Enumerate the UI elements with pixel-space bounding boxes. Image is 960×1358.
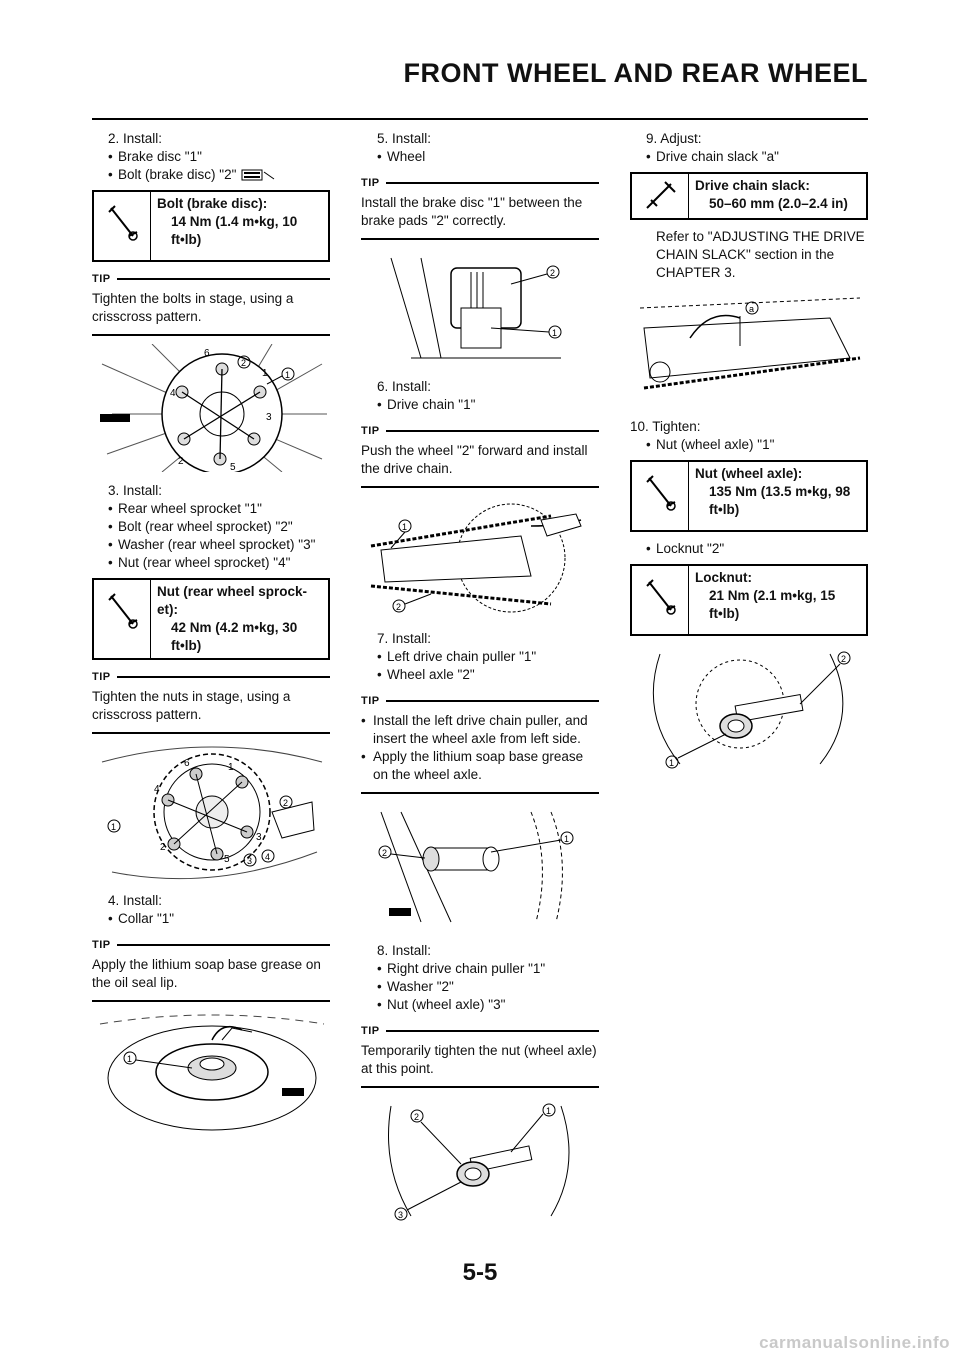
list-item: • Locknut "2" [630, 540, 868, 558]
tip-heading: TIP [361, 695, 380, 707]
locknut-figure [630, 644, 868, 774]
column-1 [92, 130, 330, 1150]
svg-text:1: 1 [111, 822, 117, 832]
svg-text:1: 1 [127, 1054, 133, 1064]
tip-box [361, 174, 599, 240]
spec-box [630, 564, 868, 636]
step-label: 9. Adjust: [646, 131, 702, 146]
tip-heading: TIP [361, 1025, 380, 1037]
svg-text:1: 1 [546, 1106, 552, 1116]
step-label: 2. Install: [108, 131, 163, 146]
torque-wrench-icon [103, 590, 141, 630]
tip-text: Temporarily tighten the nut (wheel axle) at this point. [361, 1040, 599, 1088]
spec-title: Locknut: [695, 570, 752, 585]
svg-text:2: 2 [396, 602, 402, 612]
list-item: • Wheel axle "2" [361, 666, 599, 684]
drive-chain-figure [361, 496, 599, 620]
spec-value: 21 Nm (2.1 m•kg, 15 ft•lb) [709, 588, 836, 621]
page-number: 5-5 [462, 1259, 498, 1286]
step-label: 3. Install: [108, 483, 163, 498]
list-item: • Nut (wheel axle) "3" [361, 996, 599, 1014]
tip-box [92, 668, 330, 734]
tip-text: Tighten the bolts in stage, using a crisscross pattern. [92, 288, 330, 336]
svg-text:5: 5 [224, 854, 230, 865]
step-label: 5. Install: [377, 131, 432, 146]
svg-text:3: 3 [266, 412, 272, 423]
svg-text:1: 1 [552, 328, 558, 338]
reference-note: Refer to "ADJUSTING THE DRIVE CHAIN SLACK" section in the CHAPTER 3. [656, 229, 865, 280]
tip-box [361, 692, 599, 794]
sprocket-figure [92, 742, 330, 882]
axle-nut-figure [361, 1096, 599, 1226]
tip-text: Apply the lithium soap base grease on the oil seal lip. [92, 954, 330, 1002]
list-item: • Collar "1" [92, 910, 330, 928]
column-3 [630, 130, 868, 784]
spec-box [630, 172, 868, 220]
tip-text: Push the wheel "2" forward and install the drive chain. [361, 440, 599, 488]
tip-text: Install the brake disc "1" between the brake pads "2" correctly. [361, 192, 599, 240]
svg-text:2: 2 [414, 1112, 420, 1122]
svg-text:6: 6 [184, 758, 190, 769]
tip-heading: TIP [361, 177, 380, 189]
svg-text:3: 3 [256, 832, 262, 843]
svg-text:4: 4 [170, 388, 176, 399]
list-item: • Bolt (rear wheel sprocket) "2" [92, 518, 330, 536]
tip-box [361, 422, 599, 488]
svg-text:1: 1 [228, 762, 234, 773]
svg-text:1: 1 [564, 834, 570, 844]
step-label: 8. Install: [377, 943, 432, 958]
svg-text:4: 4 [154, 784, 160, 795]
spec-title: Nut (wheel axle): [695, 466, 803, 481]
tip-box [361, 1022, 599, 1088]
tip-text: • Apply the lithium soap base grease on the wheel axle. [361, 748, 599, 784]
brake-disc-figure [92, 344, 330, 472]
list-item: • Wheel [361, 148, 599, 166]
list-item: • Left drive chain puller "1" [361, 648, 599, 666]
spec-box [92, 190, 330, 262]
spec-box [630, 460, 868, 532]
list-item: • Brake disc "1" [92, 148, 330, 166]
svg-text:6: 6 [204, 348, 210, 359]
svg-text:2: 2 [382, 848, 388, 858]
svg-text:5: 5 [230, 462, 236, 472]
list-item: • Washer (rear wheel sprocket) "3" [92, 536, 330, 554]
svg-text:3: 3 [398, 1210, 404, 1220]
collar-figure [92, 1010, 330, 1140]
footer-watermark[interactable]: carmanualsonline.info [759, 1333, 950, 1352]
torque-wrench-icon [641, 472, 679, 512]
brake-caliper-figure [361, 248, 599, 368]
title-rule [92, 118, 868, 120]
step-label: 4. Install: [108, 893, 163, 908]
svg-text:2: 2 [160, 842, 166, 853]
tip-heading: TIP [92, 939, 111, 951]
list-item: • Drive chain "1" [361, 396, 599, 414]
step-label: 10. Tighten: [630, 419, 701, 434]
list-item: • Nut (rear wheel sprocket) "4" [92, 554, 330, 572]
svg-text:1: 1 [669, 758, 675, 768]
tip-text: • Install the left drive chain puller, and insert the wheel axle from left side. [361, 712, 599, 748]
svg-text:a: a [749, 304, 755, 314]
svg-text:2: 2 [241, 358, 247, 368]
tip-heading: TIP [361, 425, 380, 437]
spec-value: 50–60 mm (2.0–2.4 in) [709, 196, 848, 211]
step-label: 6. Install: [377, 379, 432, 394]
locktite-icon [240, 168, 276, 182]
spec-box [92, 578, 330, 660]
list-item: • Right drive chain puller "1" [361, 960, 599, 978]
chain-slack-figure [630, 288, 868, 408]
tip-box [92, 936, 330, 1002]
caliper-gauge-icon [641, 178, 679, 214]
page-title: FRONT WHEEL AND REAR WHEEL [403, 58, 868, 88]
spec-value: 42 Nm (4.2 m•kg, 30 ft•lb) [171, 620, 298, 653]
list-item: • Drive chain slack "a" [630, 148, 868, 166]
column-2 [361, 130, 599, 1236]
svg-text:2: 2 [841, 654, 847, 664]
svg-text:3: 3 [247, 856, 253, 866]
list-item: • Nut (wheel axle) "1" [630, 436, 868, 454]
tip-text: Tighten the nuts in stage, using a crisscross pattern. [92, 686, 330, 734]
svg-text:2: 2 [283, 798, 289, 808]
spec-title: Drive chain slack: [695, 178, 810, 193]
svg-text:1: 1 [402, 522, 408, 532]
spec-value: 14 Nm (1.4 m•kg, 10 ft•lb) [171, 214, 298, 247]
torque-wrench-icon [103, 202, 141, 242]
torque-wrench-icon [641, 576, 679, 616]
svg-text:1: 1 [285, 370, 291, 380]
list-item: • Bolt (brake disc) "2" [92, 166, 330, 184]
tip-box [92, 270, 330, 336]
tip-heading: TIP [92, 273, 111, 285]
svg-text:4: 4 [265, 852, 271, 862]
spec-title: Bolt (brake disc): [157, 196, 268, 211]
svg-text:1: 1 [262, 368, 268, 379]
step-label: 7. Install: [377, 631, 432, 646]
list-item: • Rear wheel sprocket "1" [92, 500, 330, 518]
tip-heading: TIP [92, 671, 111, 683]
spec-title: Nut (rear wheel sprock- et): [157, 584, 308, 617]
list-item: • Washer "2" [361, 978, 599, 996]
spec-value: 135 Nm (13.5 m•kg, 98 ft•lb) [709, 484, 851, 517]
svg-text:2: 2 [178, 456, 184, 467]
svg-text:2: 2 [550, 268, 556, 278]
wheel-axle-figure [361, 802, 599, 932]
